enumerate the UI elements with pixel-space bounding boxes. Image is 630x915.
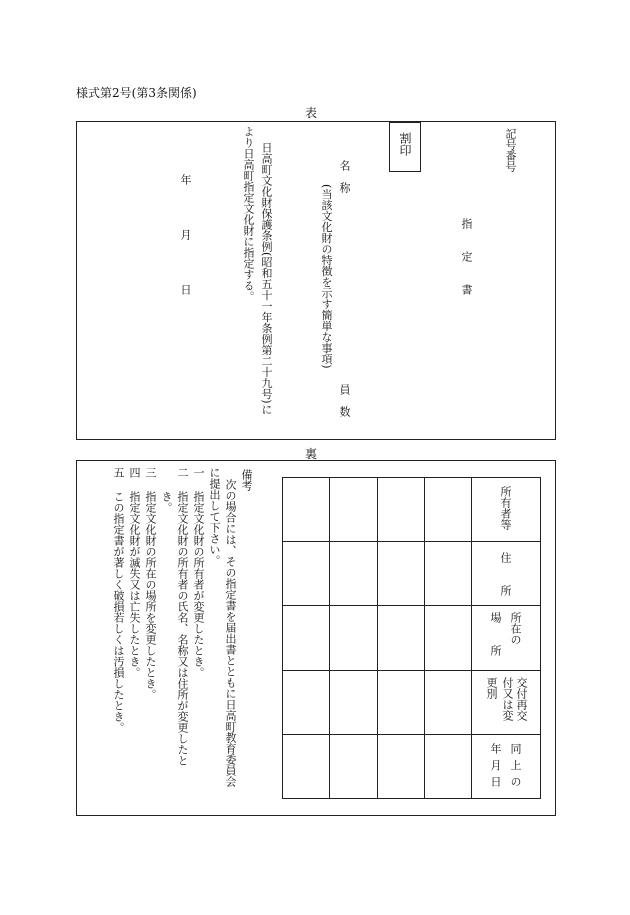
- note-item-5: この指定書が著しく破損若しくは汚損したとき。: [112, 491, 125, 733]
- note-item-3: 指定文化財の所在の場所を変更したとき。: [144, 491, 157, 700]
- table-cell[interactable]: [424, 542, 471, 606]
- note-item-4: 指定文化財が滅失又は亡失したとき。: [128, 491, 141, 678]
- table-cell[interactable]: [424, 606, 471, 670]
- row-header-date-text-1: 同上の: [509, 742, 522, 793]
- table-cell[interactable]: [424, 478, 471, 542]
- table-cell[interactable]: [377, 606, 424, 670]
- table-cell[interactable]: [330, 670, 377, 734]
- table-row: [283, 734, 541, 798]
- table-cell[interactable]: [377, 734, 424, 798]
- row-header-issue-type-text-1: 交付再交: [515, 676, 528, 721]
- row-header-location-text-2: 場 所: [489, 612, 502, 657]
- front-panel: [76, 121, 556, 440]
- table-cell[interactable]: [283, 606, 330, 670]
- registration-table: [282, 477, 541, 799]
- row-header-address-text: 住 所: [499, 552, 512, 597]
- table-cell[interactable]: [330, 478, 377, 542]
- note-item-5-num: 五: [112, 467, 125, 478]
- back-label: 裏: [305, 447, 318, 461]
- table-cell[interactable]: [283, 734, 330, 798]
- table-cell[interactable]: [283, 478, 330, 542]
- designation-title: 指 定 書: [460, 218, 473, 295]
- row-header-location-text-1: 所在の: [509, 612, 522, 646]
- table-cell[interactable]: [377, 542, 424, 606]
- notes-intro-1: 次の場合には、その指定書を届出書とともに日高町教育委員会: [224, 479, 237, 787]
- seal-label: 割印: [398, 132, 412, 156]
- table-cell[interactable]: [424, 734, 471, 798]
- table-cell[interactable]: [330, 734, 377, 798]
- table-row: [283, 542, 541, 606]
- row-header-owner-text: 所有者等: [499, 486, 512, 530]
- form-title: 様式第2号(第3条関係): [76, 86, 197, 100]
- row-header-location: [472, 606, 541, 670]
- notes-heading: 備考: [240, 469, 253, 491]
- body-line-1: 日高町文化財保護条例(昭和五十一年条例第二十九号)に: [260, 142, 273, 415]
- date-line: 年 月 日: [179, 174, 192, 295]
- table-cell[interactable]: [377, 670, 424, 734]
- note-item-3-num: 三: [144, 467, 157, 478]
- table-cell[interactable]: [377, 478, 424, 542]
- row-header-date-text-2: 年月日: [489, 742, 502, 793]
- row-header-issue-type-text-3: 更別: [485, 676, 498, 699]
- row-header-address: [472, 542, 541, 606]
- note-item-1-num: 一: [192, 467, 205, 478]
- table-row: [283, 670, 541, 734]
- notes-intro-2: に提出して下さい。: [208, 467, 221, 566]
- table-cell[interactable]: [283, 670, 330, 734]
- table-cell[interactable]: [424, 670, 471, 734]
- note-item-2: 指定文化財の所有者の氏名、名称又は住所が変更したと: [176, 491, 189, 766]
- seal-box: [389, 122, 421, 172]
- body-line-2: より日高町指定文化財に指定する。: [242, 126, 255, 302]
- name-note: (当該文化財の特徴を示す簡単な事項): [320, 184, 333, 369]
- row-header-issue-type: [472, 670, 541, 734]
- note-item-4-num: 四: [128, 467, 141, 478]
- number-label: 記号番号: [504, 128, 517, 172]
- count-label: 員 数: [338, 384, 351, 417]
- table-cell[interactable]: [330, 606, 377, 670]
- note-item-1: 指定文化財の所有者が変更したとき。: [192, 491, 205, 678]
- table-row: [283, 478, 541, 542]
- note-item-2-cont: き。: [160, 491, 173, 513]
- front-label: 表: [305, 106, 318, 120]
- note-item-2-num: 二: [176, 467, 189, 478]
- back-panel: [76, 460, 556, 816]
- table-row: [283, 606, 541, 670]
- table-cell[interactable]: [283, 542, 330, 606]
- table-cell[interactable]: [330, 542, 377, 606]
- row-header-issue-type-text-2: 付又は変: [501, 676, 514, 721]
- row-header-date: [472, 734, 541, 798]
- name-label: 名 称: [338, 160, 351, 193]
- row-header-owner: [472, 478, 541, 542]
